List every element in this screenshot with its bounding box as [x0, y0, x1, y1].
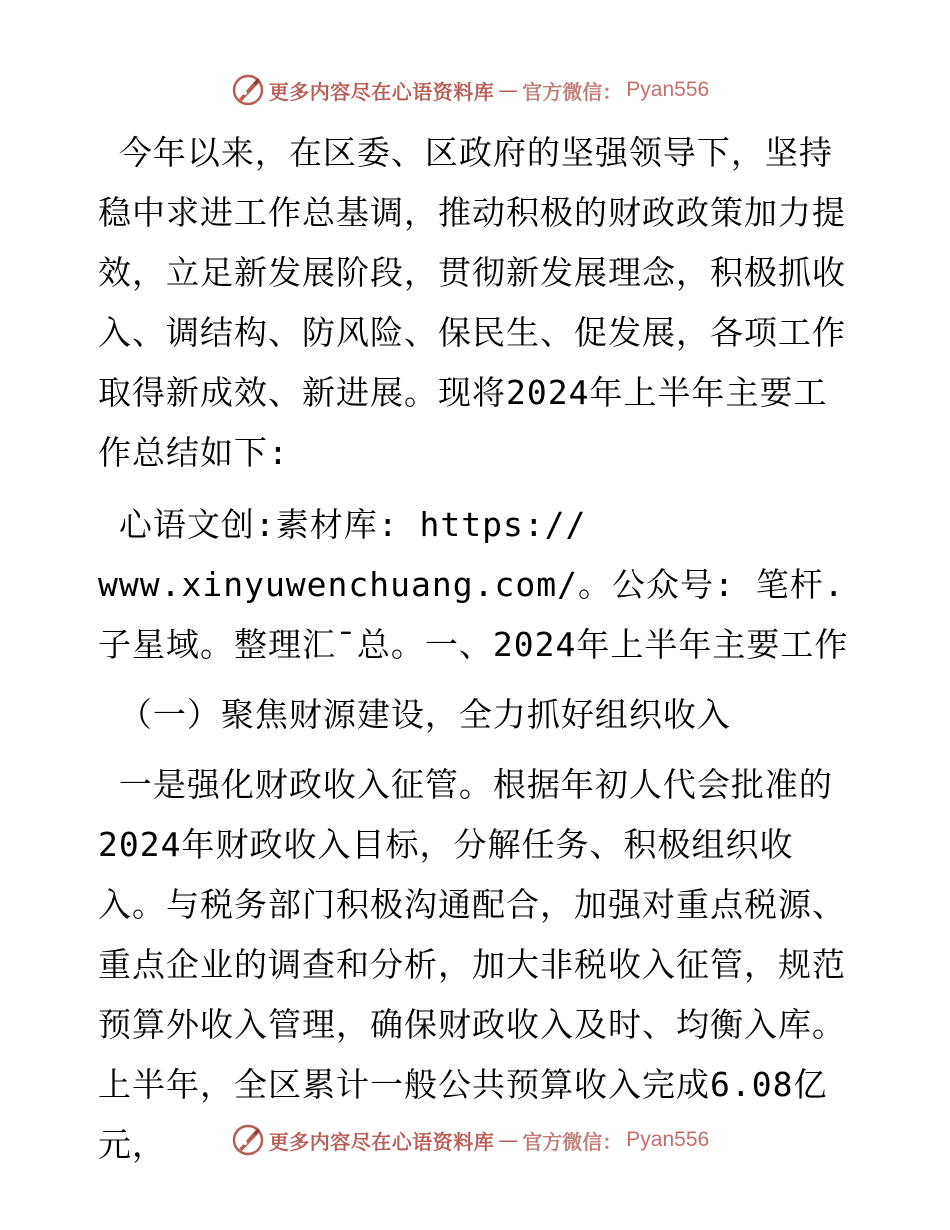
footer-banner — [0, 1120, 950, 1160]
paragraph-source-note: 心语文创:素材库: https:// www.xinyuwenchuang.com/。公众号: 笔杆.子星域。整理汇¯总。一、2024年上半年主要工作 — [98, 505, 849, 664]
banner-wechat-id: Pyan556 — [626, 1128, 710, 1151]
banner-wechat-id: Pyan556 — [626, 78, 710, 101]
paragraph-revenue: 一是强化财政收入征管。根据年初人代会批准的2024年财政收入目标，分解任务、积极组织收入。与税务部门积极沟通配合，加强对重点税源、重点企业的调查和分析，加大非税收入征管，规范预算外收入管理，确保财政收入及时、均衡入库。上半年，全区累计一般公共预算收入完成6.08亿元， — [98, 765, 846, 1164]
banner-brand-text: 更多内容尽在心语资料库 — [268, 1129, 495, 1154]
banner-official-label: 官方微信： — [522, 79, 623, 104]
banner-dash: — — [498, 1128, 519, 1152]
banner-brand-text: 更多内容尽在心语资料库 — [268, 79, 495, 104]
header-banner — [0, 70, 950, 110]
quill-seal-icon — [231, 73, 265, 107]
paragraph-intro: 今年以来，在区委、区政府的坚强领导下，坚持稳中求进工作总基调，推动积极的财政政策加力提效，立足新发展阶段，贯彻新发展理念，积极抓收入、调结构、防风险、保民生、促发展，各项工作取得新成效、新进展。现将2024年上半年主要工作总结如下: — [98, 133, 846, 472]
quill-seal-icon — [231, 1123, 265, 1157]
banner-dash: — — [498, 78, 519, 102]
banner-official-label: 官方微信： — [522, 1129, 623, 1154]
section-heading: （一）聚焦财源建设，全力抓好组织收入 — [98, 695, 731, 734]
document-body — [98, 123, 858, 1175]
